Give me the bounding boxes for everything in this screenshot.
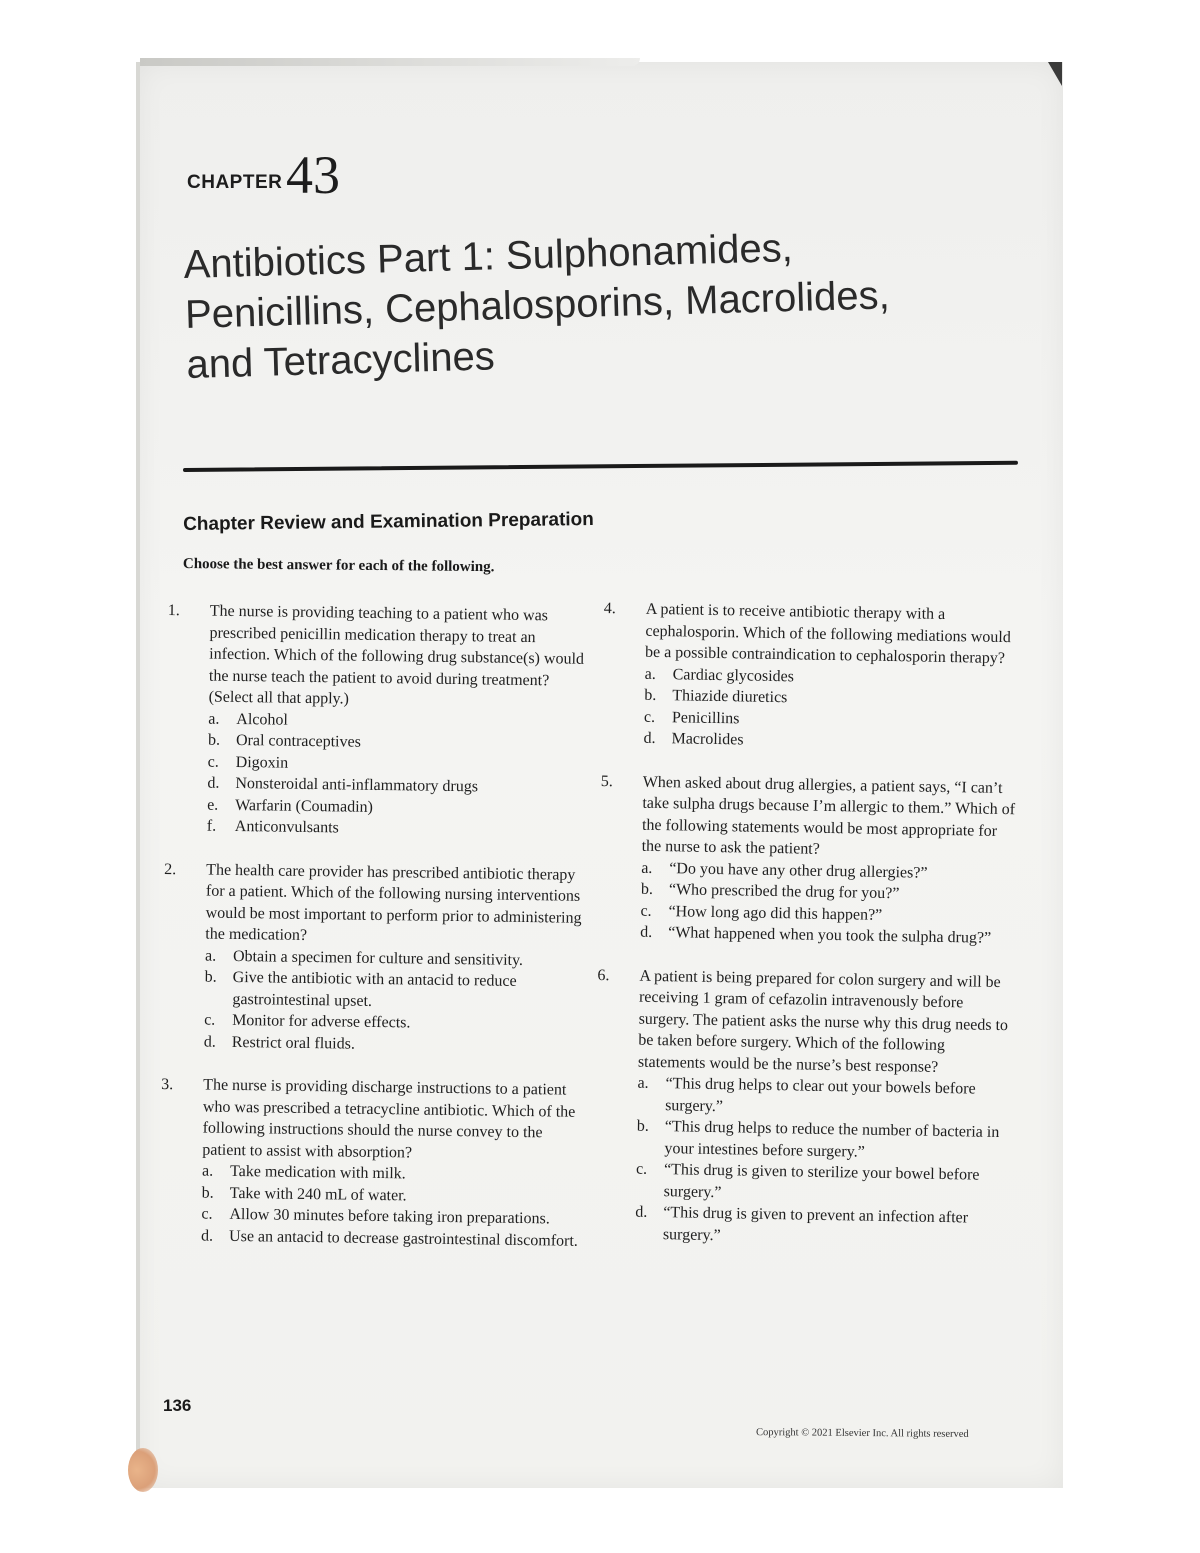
option-text: Penicillins bbox=[671, 708, 740, 727]
thumb-at-corner bbox=[128, 1448, 158, 1492]
chapter-title-line: and Tetracyclines bbox=[185, 334, 496, 387]
question-5 bbox=[598, 770, 1021, 949]
option-letter: c. bbox=[207, 753, 219, 771]
option-letter: a. bbox=[201, 1162, 214, 1180]
option-text: “This drug is given to prevent an infection after surgery.” bbox=[662, 1204, 969, 1244]
option-text: Nonsteroidal anti-inflammatory drugs bbox=[235, 774, 479, 796]
option-text: Take medication with milk. bbox=[229, 1162, 406, 1183]
option-letter: d. bbox=[203, 1033, 216, 1051]
question-text: A patient is being prepared for colon surgery and will be receiving 1 gram of cefazolin intravenously before surgery. The patient asks the nurse why this drug needs to be taken before surgery. Which of the following statements would be the nurse’s best response? bbox=[637, 967, 1009, 1076]
option-letter: b. bbox=[204, 968, 217, 986]
option-text: “This drug is given to sterilize your bowel before surgery.” bbox=[663, 1161, 980, 1201]
option-text: Anticonvulsants bbox=[234, 817, 339, 837]
option-text: Macrolides bbox=[671, 730, 744, 749]
option-letter: c. bbox=[635, 1160, 648, 1178]
question-number: 2. bbox=[164, 860, 177, 878]
question-number: 3. bbox=[161, 1075, 174, 1094]
option-list bbox=[207, 708, 587, 842]
option-item bbox=[204, 1031, 582, 1058]
option-letter: b. bbox=[201, 1184, 214, 1202]
option-text: “What happened when you took the sulpha drug?” bbox=[668, 924, 992, 947]
right-column bbox=[592, 598, 1024, 1273]
option-item bbox=[204, 967, 583, 1015]
chapter-number: 43 bbox=[286, 145, 340, 205]
question-text: A patient is to receive antibiotic therapy with a cephalosporin. Which of the following mediations would be a possible contraindication to cephalosporin therapy? bbox=[644, 600, 1011, 668]
question-number: 5. bbox=[600, 772, 613, 790]
option-letter: c. bbox=[643, 708, 656, 726]
option-text: Use an antacid to decrease gastrointestinal discomfort. bbox=[229, 1227, 578, 1250]
option-letter: e. bbox=[207, 796, 219, 814]
option-text: “Do you have any other drug allergies?” bbox=[669, 859, 928, 882]
option-letter: d. bbox=[635, 1203, 648, 1221]
option-text: “How long ago did this happen?” bbox=[668, 902, 883, 924]
page-number: 136 bbox=[163, 1396, 192, 1415]
chapter-label: CHAPTER bbox=[187, 172, 283, 193]
option-item bbox=[635, 1202, 1014, 1252]
question-text: The health care provider has prescribed antibiotic therapy for a patient. Which of the following nursing interventions would be most important to perform prior to administering the medication? bbox=[205, 861, 582, 944]
option-item bbox=[201, 1225, 579, 1252]
option-letter: a. bbox=[208, 710, 220, 728]
page-edge bbox=[136, 62, 140, 1488]
copyright-notice: Copyright © 2021 Elsevier Inc. All rights reserved bbox=[755, 1427, 969, 1440]
option-text: “Who prescribed the drug for you?” bbox=[668, 881, 900, 903]
option-text: Alcohol bbox=[236, 710, 289, 729]
chapter-title-line: Penicillins, Cephalosporins, Macrolides, bbox=[184, 273, 891, 337]
option-letter: c. bbox=[201, 1205, 213, 1223]
option-text: Thiazide diuretics bbox=[672, 687, 788, 707]
question-3 bbox=[159, 1074, 581, 1252]
option-letter: b. bbox=[636, 1117, 649, 1135]
question-text: The nurse is providing teaching to a patient who was prescribed penicillin medication therapy to treat an infection. Which of the following drug substance(s) would the nurse teach the patient to avoid during treatment? (Select all that apply.) bbox=[208, 602, 585, 708]
option-item bbox=[207, 816, 585, 843]
option-list bbox=[643, 663, 1022, 756]
option-text: Cardiac glycosides bbox=[672, 665, 795, 685]
page-top-curl bbox=[140, 58, 640, 66]
option-item bbox=[637, 1073, 1016, 1123]
question-text: When asked about drug allergies, a patient says, “I can’t take sulpha drugs because I’m allergic to them.” Which of the following statements would be most appropriate for the nurse to ask the patient? bbox=[641, 773, 1016, 858]
option-letter: b. bbox=[644, 686, 657, 704]
option-text: Warfarin (Coumadin) bbox=[235, 796, 374, 816]
option-list bbox=[201, 1161, 580, 1252]
option-text: Monitor for adverse effects. bbox=[232, 1011, 411, 1032]
option-text: Digoxin bbox=[235, 753, 289, 772]
question-number: 4. bbox=[603, 599, 616, 618]
question-text: The nurse is providing discharge instructions to a patient who was prescribed a tetracycline antibiotic. Which of the following instructions should the nurse convey to the patient to assist with absorption? bbox=[202, 1076, 576, 1161]
question-2 bbox=[162, 858, 585, 1057]
option-letter: c. bbox=[640, 902, 652, 920]
option-list bbox=[204, 945, 583, 1058]
option-text: Allow 30 minutes before taking iron preparations. bbox=[229, 1205, 550, 1228]
option-text: “This drug helps to clear out your bowels before surgery.” bbox=[665, 1075, 976, 1115]
question-4 bbox=[601, 598, 1024, 756]
option-letter: d. bbox=[207, 774, 220, 792]
option-text: Oral contraceptives bbox=[235, 731, 361, 751]
option-text: Take with 240 mL of water. bbox=[229, 1184, 407, 1204]
chapter-title bbox=[183, 218, 967, 390]
question-number: 6. bbox=[597, 966, 610, 984]
option-text: “This drug helps to reduce the number of bacteria in your intestines before surgery.” bbox=[664, 1118, 1000, 1161]
option-text: Obtain a specimen for culture and sensitivity. bbox=[232, 947, 524, 969]
option-letter: d. bbox=[640, 923, 653, 941]
option-letter: c. bbox=[204, 1011, 216, 1029]
option-letter: a. bbox=[637, 1074, 649, 1092]
question-1 bbox=[165, 600, 588, 842]
chapter-title-line: Antibiotics Part 1: Sulphonamides, bbox=[183, 225, 794, 287]
option-letter: b. bbox=[207, 731, 221, 749]
option-item bbox=[635, 1159, 1014, 1209]
option-letter: a. bbox=[641, 859, 653, 877]
section-heading: Chapter Review and Examination Preparation bbox=[183, 508, 594, 535]
option-letter: b. bbox=[640, 880, 654, 898]
option-letter: d. bbox=[201, 1227, 214, 1245]
option-list bbox=[635, 1073, 1016, 1252]
section-instructions: Choose the best answer for each of the following. bbox=[182, 556, 495, 576]
option-item bbox=[636, 1116, 1015, 1166]
option-text: Give the antibiotic with an antacid to reduce gastrointestinal upset. bbox=[232, 968, 517, 1010]
left-column bbox=[159, 600, 588, 1274]
option-letter: a. bbox=[204, 947, 217, 965]
option-letter: f. bbox=[206, 817, 217, 835]
option-list bbox=[640, 857, 1019, 950]
question-number: 1. bbox=[167, 601, 180, 620]
page-corner-shadow bbox=[1048, 62, 1062, 86]
option-letter: d. bbox=[643, 729, 656, 747]
option-text: Restrict oral fluids. bbox=[231, 1033, 356, 1053]
option-letter: a. bbox=[644, 665, 656, 683]
question-6 bbox=[593, 964, 1018, 1251]
